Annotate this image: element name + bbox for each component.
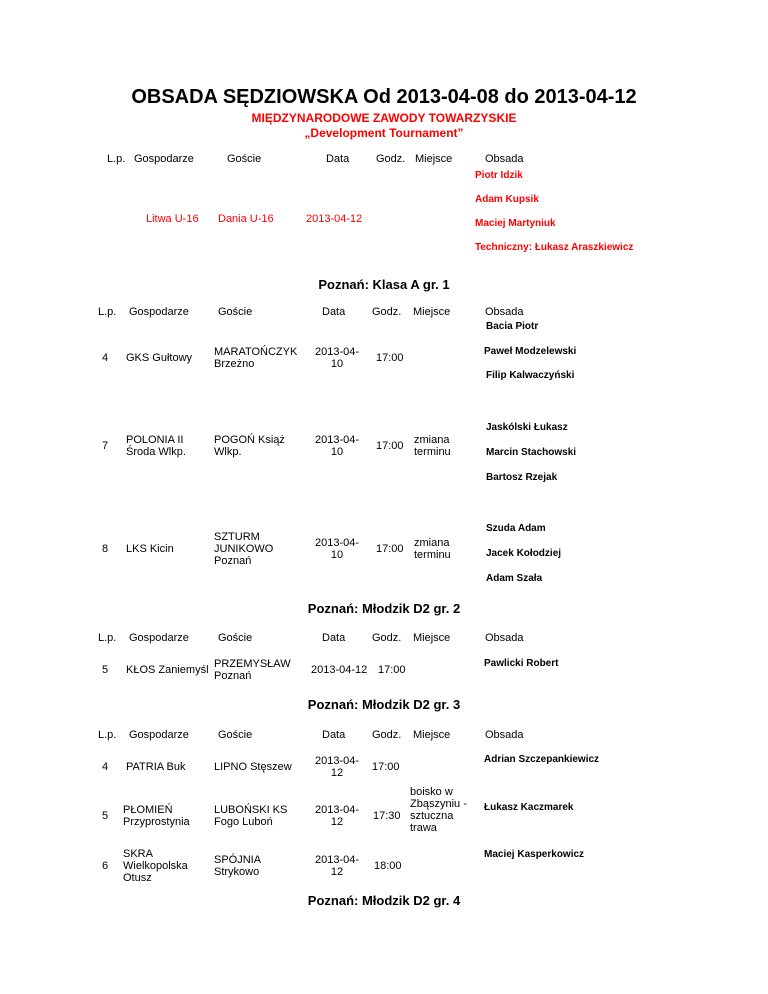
match-miejsce: boisko w Zbąszyniu - sztuczna trawa: [410, 786, 467, 834]
match-data: 2013-04-12: [314, 804, 360, 828]
referee: Łukasz Kaczmarek: [484, 802, 574, 813]
header-gospodarze: Gospodarze: [129, 306, 189, 318]
header-data: Data: [322, 632, 346, 644]
match-data: 2013-04-10: [314, 346, 360, 370]
match-gospodarze: KŁOS Zaniemyśl: [126, 664, 209, 676]
referee: Pawlicki Robert: [484, 658, 559, 669]
header-goscie: Goście: [218, 632, 253, 644]
match-godz: 17:00: [378, 664, 406, 676]
header-godz: Godz.: [372, 306, 402, 318]
header-obsada: Obsada: [485, 306, 524, 318]
match-lp: 7: [102, 440, 109, 452]
match-data: 2013-04-10: [314, 434, 360, 458]
intl-referee-1: Piotr Idzik: [475, 170, 523, 181]
match-gospodarze: LKS Kicin: [126, 543, 174, 555]
intl-data: 2013-04-12: [306, 213, 363, 225]
match-godz: 17:00: [376, 543, 404, 555]
match-miejsce: zmiana terminu: [414, 434, 451, 458]
header-miejsce: Miejsce: [413, 729, 451, 741]
match-godz: 17:00: [372, 761, 400, 773]
match-goscie: LIPNO Stęszew: [214, 761, 292, 773]
match-gospodarze: SKRA Wielkopolska Otusz: [123, 848, 188, 884]
header-gospodarze: Gospodarze: [129, 632, 189, 644]
match-godz: 18:00: [374, 860, 402, 872]
header-lp: L.p.: [98, 306, 117, 318]
intl-gospodarze: Litwa U-16: [146, 213, 199, 225]
intl-referee-3: Maciej Martyniuk: [475, 218, 556, 229]
header-lp: L.p.: [98, 729, 117, 741]
referee: Szuda Adam: [486, 523, 546, 534]
intl-referee-4: Techniczny: Łukasz Araszkiewicz: [475, 242, 634, 253]
match-lp: 6: [102, 860, 109, 872]
match-lp: 5: [102, 664, 109, 676]
match-goscie: SPÓJNIA Strykowo: [214, 854, 261, 878]
header-data: Data: [322, 306, 346, 318]
event-subname: „Development Tournament”: [304, 126, 464, 140]
header-miejsce: Miejsce: [415, 153, 453, 165]
match-gospodarze: POLONIA II Środa Wlkp.: [126, 434, 186, 458]
header-goscie: Goście: [227, 153, 262, 165]
referee: Paweł Modzelewski: [484, 346, 577, 357]
header-miejsce: Miejsce: [413, 632, 451, 644]
match-goscie: SZTURM JUNIKOWO Poznań: [214, 531, 274, 567]
match-goscie: PRZEMYSŁAW Poznań: [214, 658, 291, 682]
match-goscie: POGOŃ Książ Wlkp.: [214, 434, 285, 458]
referee: Filip Kalwaczyński: [486, 370, 575, 381]
match-lp: 4: [102, 761, 109, 773]
referee: Maciej Kasperkowicz: [484, 849, 585, 860]
match-data: 2013-04-12: [314, 854, 360, 878]
header-data: Data: [322, 729, 346, 741]
event-name: MIĘDZYNARODOWE ZAWODY TOWARZYSKIE: [251, 111, 517, 125]
match-goscie: MARATOŃCZYK Brzeżno: [214, 346, 298, 370]
header-goscie: Goście: [218, 729, 253, 741]
page-title: OBSADA SĘDZIOWSKA Od 2013-04-08 do 2013-04-12: [131, 86, 637, 108]
match-data: 2013-04-12: [311, 664, 368, 676]
header-godz: Godz.: [372, 729, 402, 741]
match-goscie: LUBOŃSKI KS Fogo Luboń: [214, 804, 288, 828]
header-gospodarze: Gospodarze: [129, 729, 189, 741]
header-lp: L.p.: [98, 632, 117, 644]
header-godz: Godz.: [376, 153, 406, 165]
header-gospodarze: Gospodarze: [134, 153, 194, 165]
match-godz: 17:30: [373, 810, 401, 822]
header-miejsce: Miejsce: [413, 306, 451, 318]
match-gospodarze: GKS Gułtowy: [126, 352, 193, 364]
referee: Adrian Szczepankiewicz: [484, 754, 600, 765]
referee: Jaskólski Łukasz: [486, 422, 568, 433]
referee: Bacia Piotr: [486, 321, 539, 332]
match-miejsce: zmiana terminu: [414, 537, 451, 561]
section-title-mlodzik-gr4: Poznań: Młodzik D2 gr. 4: [307, 893, 461, 908]
header-obsada: Obsada: [485, 153, 524, 165]
header-obsada: Obsada: [485, 632, 524, 644]
header-godz: Godz.: [372, 632, 402, 644]
intl-referee-2: Adam Kupsik: [475, 194, 539, 205]
header-data: Data: [326, 153, 350, 165]
match-lp: 5: [102, 810, 109, 822]
match-data: 2013-04-10: [314, 537, 360, 561]
match-gospodarze: PATRIA Buk: [126, 761, 186, 773]
section-title-mlodzik-gr3: Poznań: Młodzik D2 gr. 3: [307, 697, 461, 712]
header-obsada: Obsada: [485, 729, 524, 741]
header-lp: L.p.: [107, 153, 126, 165]
match-gospodarze: PŁOMIEŃ Przyprostynia: [123, 804, 190, 828]
match-godz: 17:00: [376, 440, 404, 452]
referee: Adam Szała: [486, 573, 543, 584]
referee: Marcin Stachowski: [486, 447, 577, 458]
header-goscie: Goście: [218, 306, 253, 318]
match-lp: 8: [102, 543, 109, 555]
intl-goscie: Dania U-16: [218, 213, 274, 225]
section-title-mlodzik-gr2: Poznań: Młodzik D2 gr. 2: [307, 601, 461, 616]
referee: Jacek Kołodziej: [486, 548, 562, 559]
match-godz: 17:00: [376, 352, 404, 364]
referee: Bartosz Rzejak: [486, 472, 558, 483]
match-data: 2013-04-12: [314, 755, 360, 779]
section-title-klasa-a: Poznań: Klasa A gr. 1: [318, 277, 450, 292]
match-lp: 4: [102, 352, 109, 364]
